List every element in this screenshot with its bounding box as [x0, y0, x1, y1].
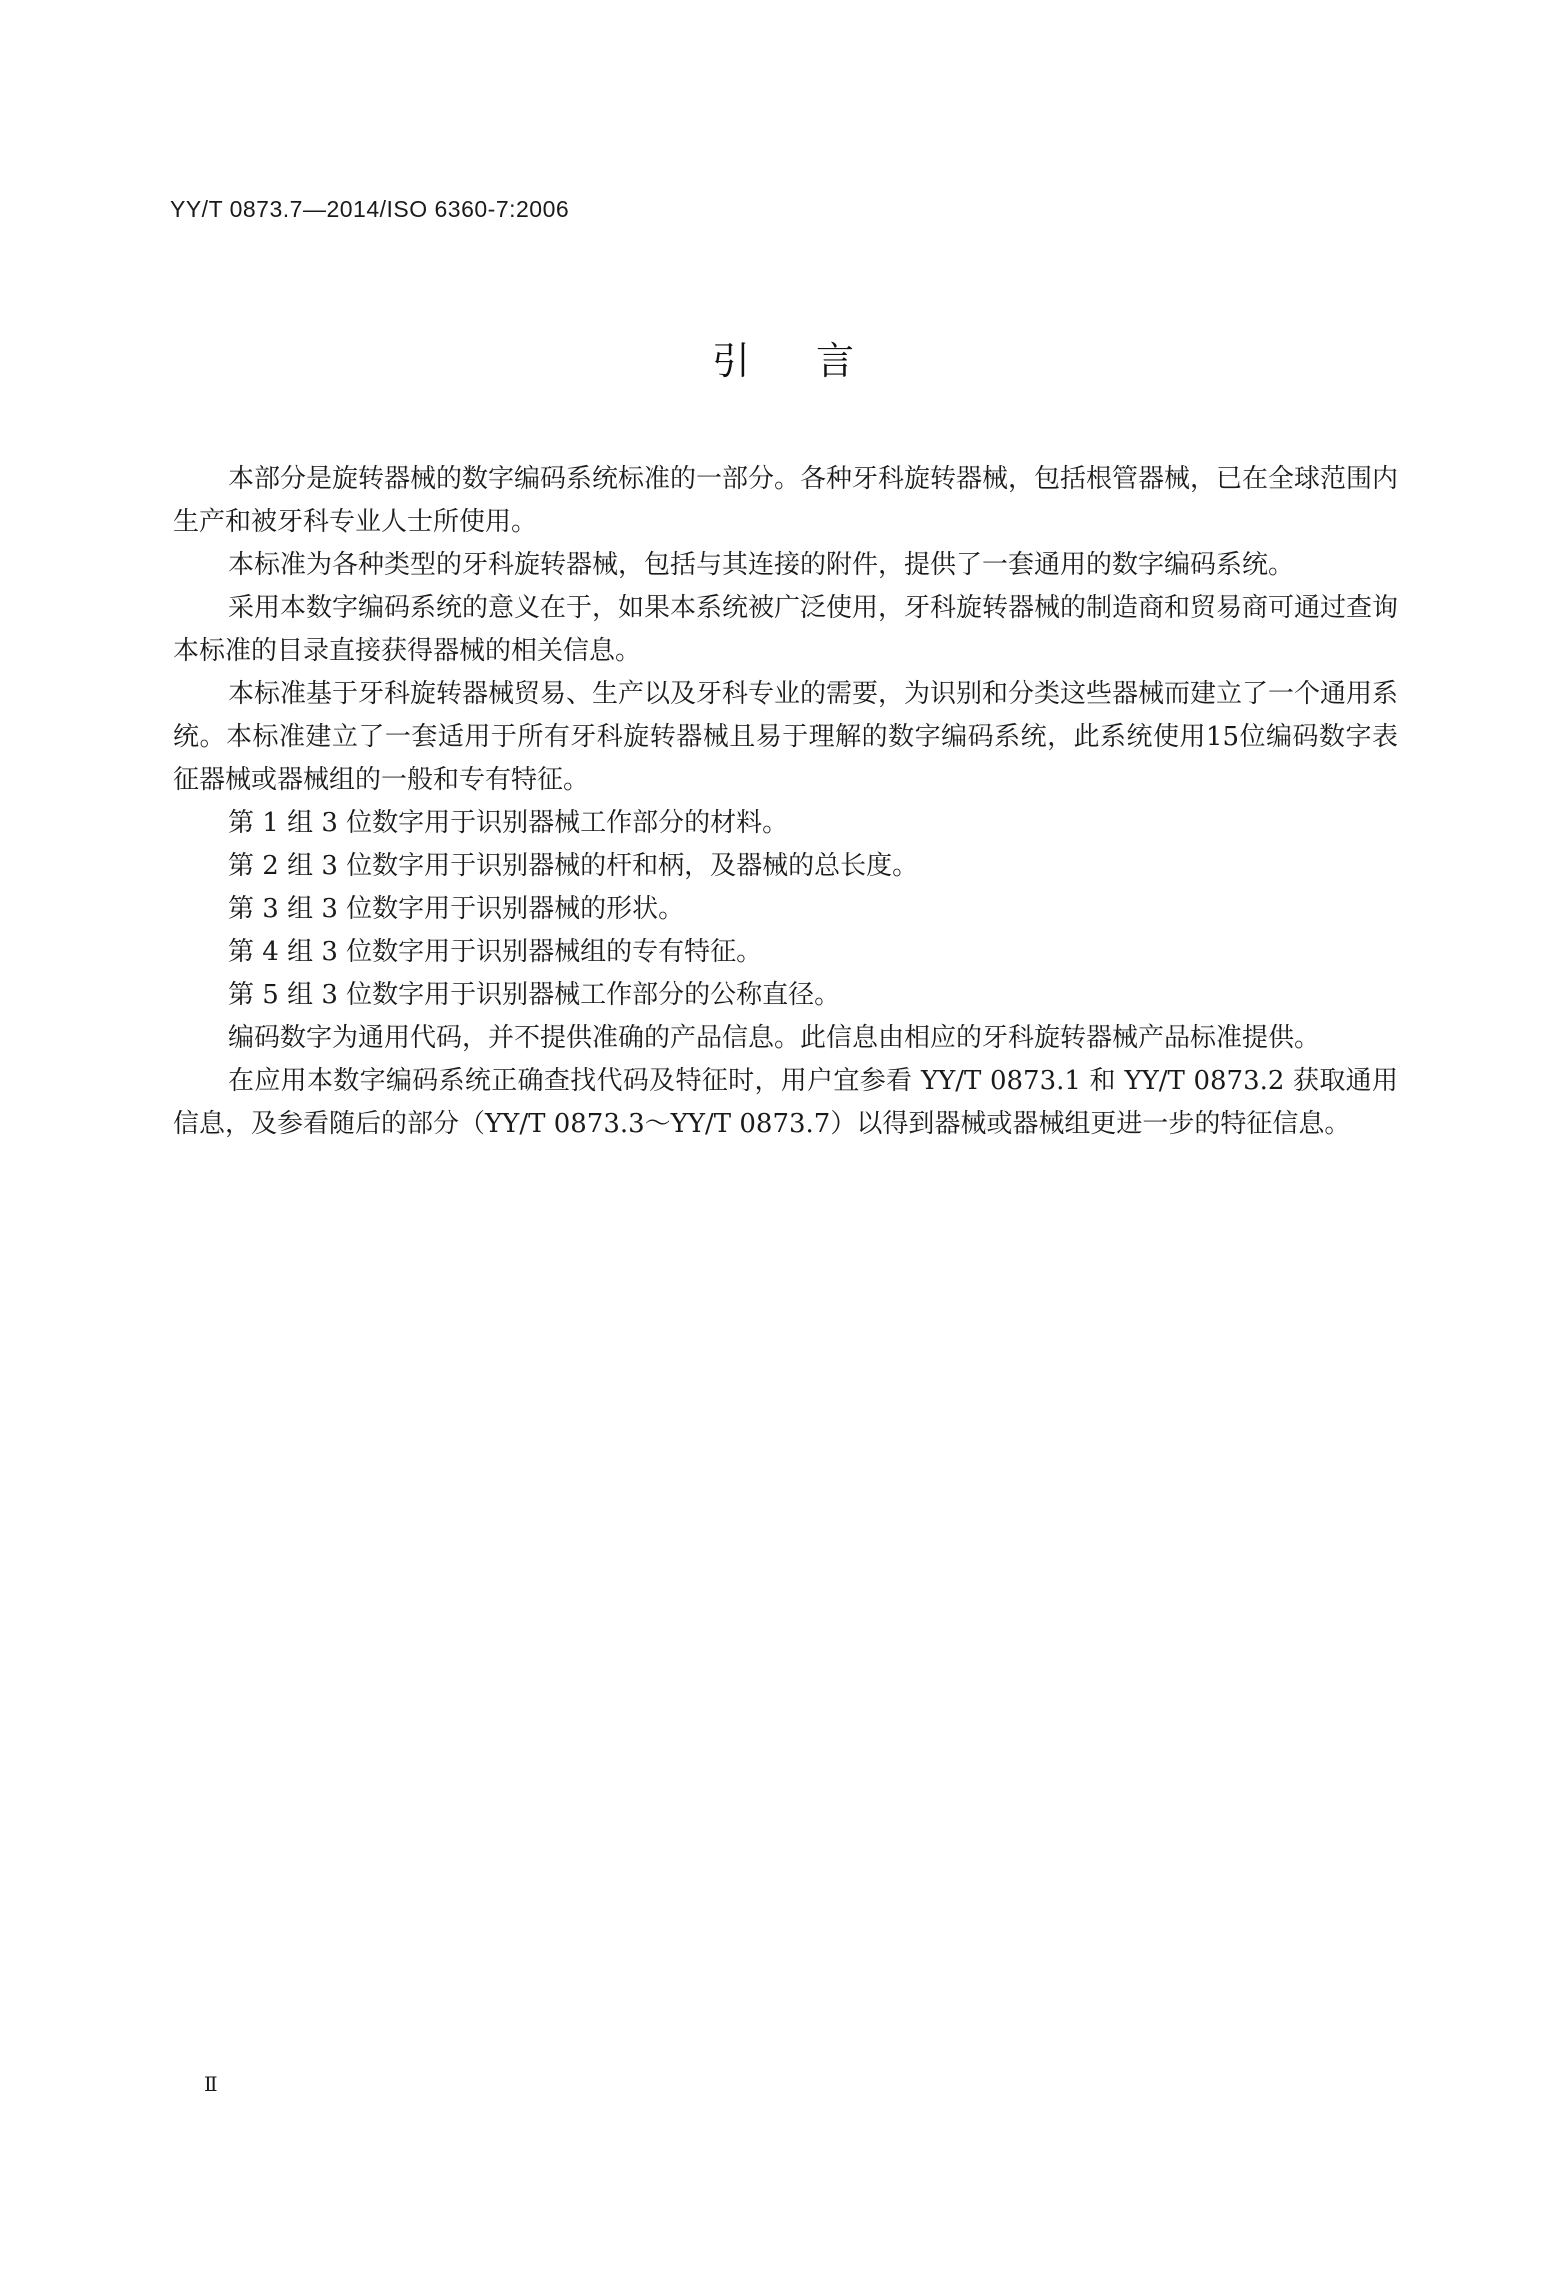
paragraph-significance: 采用本数字编码系统的意义在于，如果本系统被广泛使用，牙科旋转器械的制造商和贸易商可通过查询本标准的目录直接获得器械的相关信息。 — [173, 593, 1399, 666]
paragraph-group-1: 第 1 组 3 位数字用于识别器械工作部分的材料。 — [228, 808, 789, 838]
paragraph-group-4: 第 4 组 3 位数字用于识别器械组的专有特征。 — [228, 937, 763, 967]
paragraph-basis: 本标准基于牙科旋转器械贸易、生产以及牙科专业的需要，为识别和分类这些器械而建立了一个通用系统。本标准建立了一套适用于所有牙科旋转器械且易于理解的数字编码系统，此系统使用15位编码数字表征器械或器械组的一般和专有特征。 — [173, 679, 1399, 795]
paragraph-group-2: 第 2 组 3 位数字用于识别器械的杆和柄，及器械的总长度。 — [228, 851, 919, 881]
section-title: 引言 — [711, 339, 920, 383]
paragraph-group-3: 第 3 组 3 位数字用于识别器械的形状。 — [228, 894, 685, 924]
paragraph-generic-code: 编码数字为通用代码，并不提供准确的产品信息。此信息由相应的牙科旋转器械产品标准提供。 — [228, 1023, 1321, 1053]
introduction-body — [173, 458, 1398, 1146]
paragraph-scope: 本部分是旋转器械的数字编码系统标准的一部分。各种牙科旋转器械，包括根管器械，已在全球范围内生产和被牙科专业人士所使用。 — [173, 464, 1399, 537]
paragraph-references: 在应用本数字编码系统正确查找代码及特征时，用户宜参看 YY/T 0873.1 和 YY/T 0873.2 获取通用信息，及参看随后的部分（YY/T 0873.3～YY/T 0873.7）以得到器械或器械组更进一步的特征信息。 — [173, 1066, 1398, 1139]
standard-id-header: YY/T 0873.7—2014/ISO 6360-7:2006 — [170, 196, 570, 222]
paragraph-purpose: 本标准为各种类型的牙科旋转器械，包括与其连接的附件，提供了一套通用的数字编码系统。 — [228, 550, 1295, 580]
paragraph-group-5: 第 5 组 3 位数字用于识别器械工作部分的公称直径。 — [228, 980, 841, 1010]
page-number: Ⅱ — [204, 2072, 218, 2096]
